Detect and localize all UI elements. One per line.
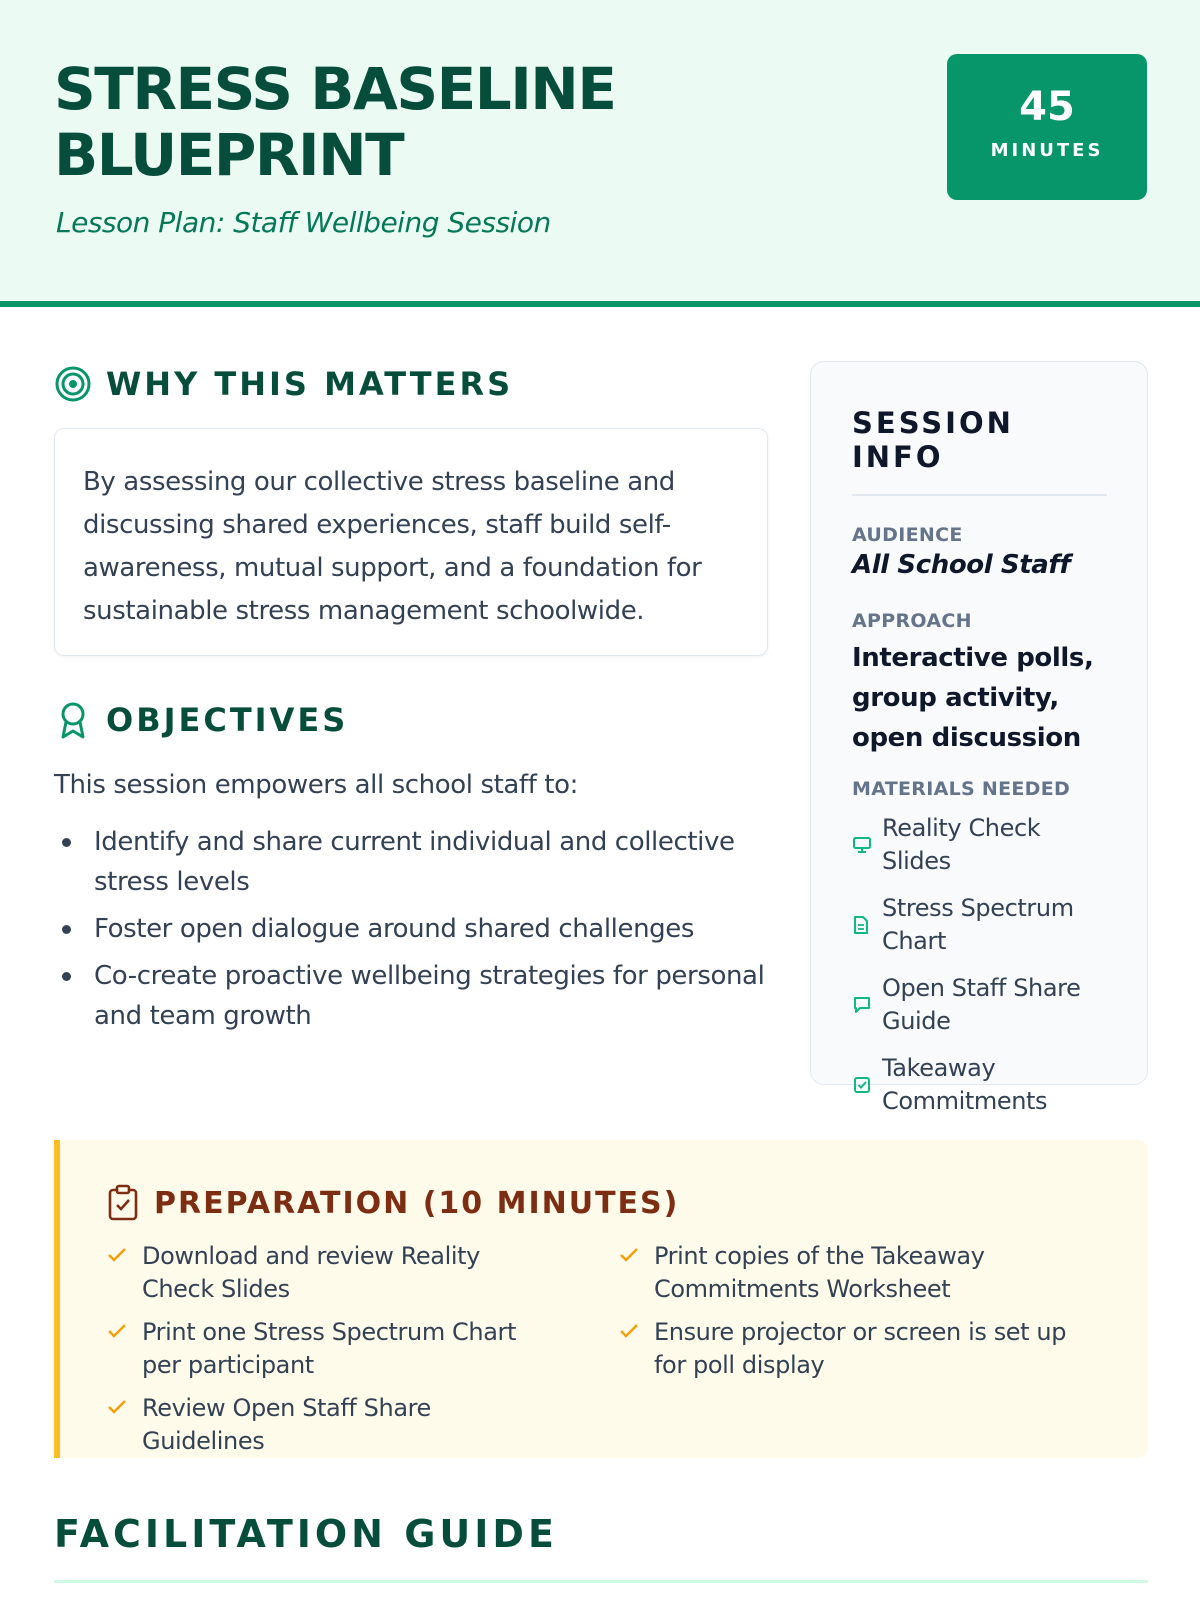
approach-label: APPROACH (852, 610, 972, 632)
checklist-item (618, 1316, 1088, 1382)
bullet (62, 925, 71, 934)
checklist-text: Review Open Staff Share Guidelines (142, 1394, 431, 1455)
preparation-right-list (618, 1240, 1088, 1392)
bullet (62, 838, 71, 847)
material-item (852, 1052, 1107, 1118)
clipboard-check-icon (106, 1184, 140, 1222)
checklist-item (106, 1316, 546, 1382)
checklist-text: Ensure projector or screen is set up for poll display (654, 1318, 1067, 1379)
audience-label: AUDIENCE (852, 524, 963, 546)
material-item (852, 892, 1107, 958)
duration-badge (947, 54, 1147, 200)
list-item (54, 909, 774, 949)
objective-text: Identify and share current individual and collective stress levels (94, 827, 735, 897)
checkmark-icon (106, 1392, 142, 1416)
checkmark-icon (618, 1316, 654, 1340)
award-ribbon-icon (54, 700, 92, 740)
objectives-title: OBJECTIVES (106, 701, 349, 739)
objective-text: Foster open dialogue around shared challenges (94, 914, 695, 944)
chat-bubble-icon (852, 995, 882, 1015)
checklist-text: Download and review Reality Check Slides (142, 1242, 480, 1303)
duration-unit: MINUTES (990, 140, 1104, 161)
header (0, 0, 1200, 307)
approach-value: Interactive polls, group activity, open discussion (852, 643, 1094, 753)
list-item (54, 822, 774, 902)
divider (54, 1580, 1148, 1583)
materials-list (852, 812, 1107, 1118)
checkmark-icon (618, 1240, 654, 1264)
checklist-item (106, 1392, 546, 1458)
list-item (54, 956, 774, 1036)
preparation-left-list (106, 1240, 546, 1468)
checklist-text: Print one Stress Spectrum Chart per participant (142, 1318, 516, 1379)
checkmark-icon (106, 1240, 142, 1264)
material-item (852, 812, 1107, 878)
objectives-intro: This session empowers all school staff to: (54, 770, 578, 800)
material-item (852, 972, 1107, 1038)
document-icon (852, 915, 882, 935)
session-info-card (810, 361, 1148, 1115)
bullet (62, 972, 71, 981)
preparation-title: PREPARATION (10 MINUTES) (154, 1185, 680, 1221)
target-icon (54, 365, 92, 403)
material-label: Takeaway Commitments (882, 1054, 1048, 1115)
why-card (54, 428, 768, 656)
session-info-title: SESSION INFO (852, 406, 1107, 496)
checkbox-icon (852, 1075, 882, 1095)
duration-value: 45 (1019, 84, 1075, 130)
audience-value: All School Staff (852, 550, 1071, 580)
page-subtitle: Lesson Plan: Staff Wellbeing Session (56, 206, 551, 239)
preparation-heading (106, 1184, 679, 1222)
checklist-item (106, 1240, 546, 1306)
preparation-card (54, 1140, 1148, 1458)
page-title: STRESS BASELINE BLUEPRINT (54, 55, 616, 189)
why-title: WHY THIS MATTERS (106, 365, 514, 403)
material-label: Reality Check Slides (882, 814, 1041, 875)
checkmark-icon (106, 1316, 142, 1340)
material-label: Stress Spectrum Chart (882, 894, 1074, 955)
why-heading (54, 365, 513, 403)
materials-label: MATERIALS NEEDED (852, 778, 1071, 800)
presentation-icon (852, 836, 882, 854)
why-text: By assessing our collective stress baseline and discussing shared experiences, staff build self-awareness, mutual support, and a foundation for sustainable stress management schoolwide. (83, 467, 702, 626)
checklist-text: Print copies of the Takeaway Commitments Worksheet (654, 1242, 985, 1303)
facilitation-title: FACILITATION GUIDE (54, 1512, 558, 1556)
checklist-item (618, 1240, 1088, 1306)
objective-text: Co-create proactive wellbeing strategies for personal and team growth (94, 961, 765, 1031)
objectives-list (54, 822, 774, 1043)
objectives-heading (54, 700, 348, 740)
material-label: Open Staff Share Guide (882, 974, 1081, 1035)
